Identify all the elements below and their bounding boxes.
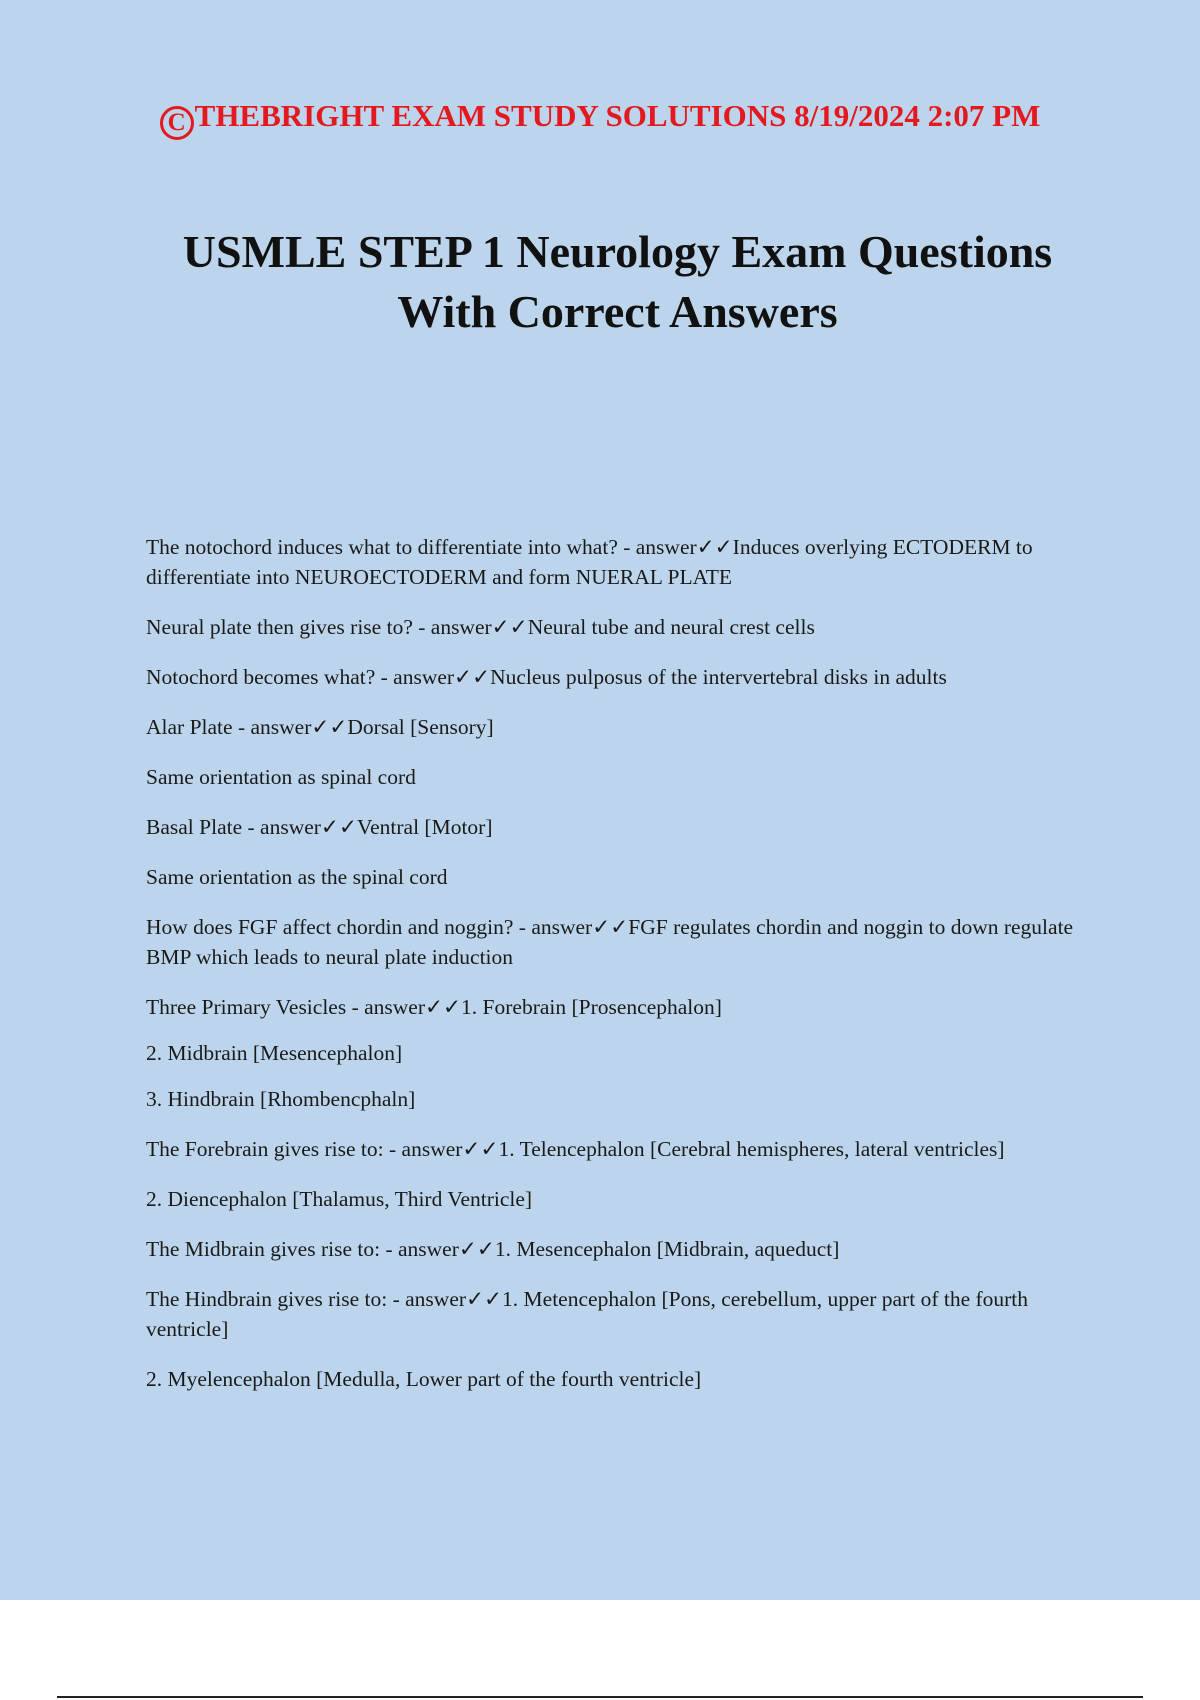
list-item: 2. Midbrain [Mesencephalon]	[146, 1041, 403, 1065]
list-item: Basal Plate - answer✓✓Ventral [Motor]	[146, 815, 493, 839]
list-item: Neural plate then gives rise to? - answer✓✓Neural tube and neural crest cells	[146, 615, 815, 639]
watermark-text: THEBRIGHT EXAM STUDY SOLUTIONS 8/19/2024 2:07 PM	[194, 98, 1041, 133]
list-item: The Hindbrain gives rise to: - answer✓✓1. Metencephalon [Pons, cerebellum, upper part of the fourth ventricle]	[146, 1287, 1029, 1341]
list-item: The notochord induces what to differentiate into what? - answer✓✓Induces overlying ECTODERM to differentiate into NEUROECTODERM and form NUERAL PLATE	[146, 535, 1033, 589]
list-item: Same orientation as the spinal cord	[146, 865, 448, 889]
list-item: How does FGF affect chordin and noggin? - answer✓✓FGF regulates chordin and noggin to down regulate BMP which leads to neural plate induction	[146, 915, 1074, 969]
list-item: Three Primary Vesicles - answer✓✓1. Forebrain [Prosencephalon]	[146, 995, 722, 1019]
list-item: 3. Hindbrain [Rhombencphaln]	[146, 1087, 416, 1111]
list-item: The Forebrain gives rise to: - answer✓✓1. Telencephalon [Cerebral hemispheres, lateral ventricles]	[146, 1137, 1005, 1161]
footer-divider	[57, 1696, 1143, 1698]
copyright-watermark	[0, 98, 1200, 140]
list-item: 2. Diencephalon [Thalamus, Third Ventricle]	[146, 1187, 533, 1211]
title-line-1: USMLE STEP 1 Neurology Exam Questions	[182, 226, 1053, 277]
question-answer-list	[146, 532, 1096, 1414]
list-item: Same orientation as spinal cord	[146, 765, 416, 789]
list-item: Notochord becomes what? - answer✓✓Nucleus pulposus of the intervertebral disks in adults	[146, 665, 947, 689]
document-title	[100, 222, 1135, 342]
list-item: Alar Plate - answer✓✓Dorsal [Sensory]	[146, 715, 494, 739]
list-item: The Midbrain gives rise to: - answer✓✓1. Mesencephalon [Midbrain, aqueduct]	[146, 1237, 840, 1261]
copyright-icon: C	[160, 106, 194, 140]
title-line-2: With Correct Answers	[397, 286, 838, 337]
list-item: 2. Myelencephalon [Medulla, Lower part of the fourth ventricle]	[146, 1367, 702, 1391]
